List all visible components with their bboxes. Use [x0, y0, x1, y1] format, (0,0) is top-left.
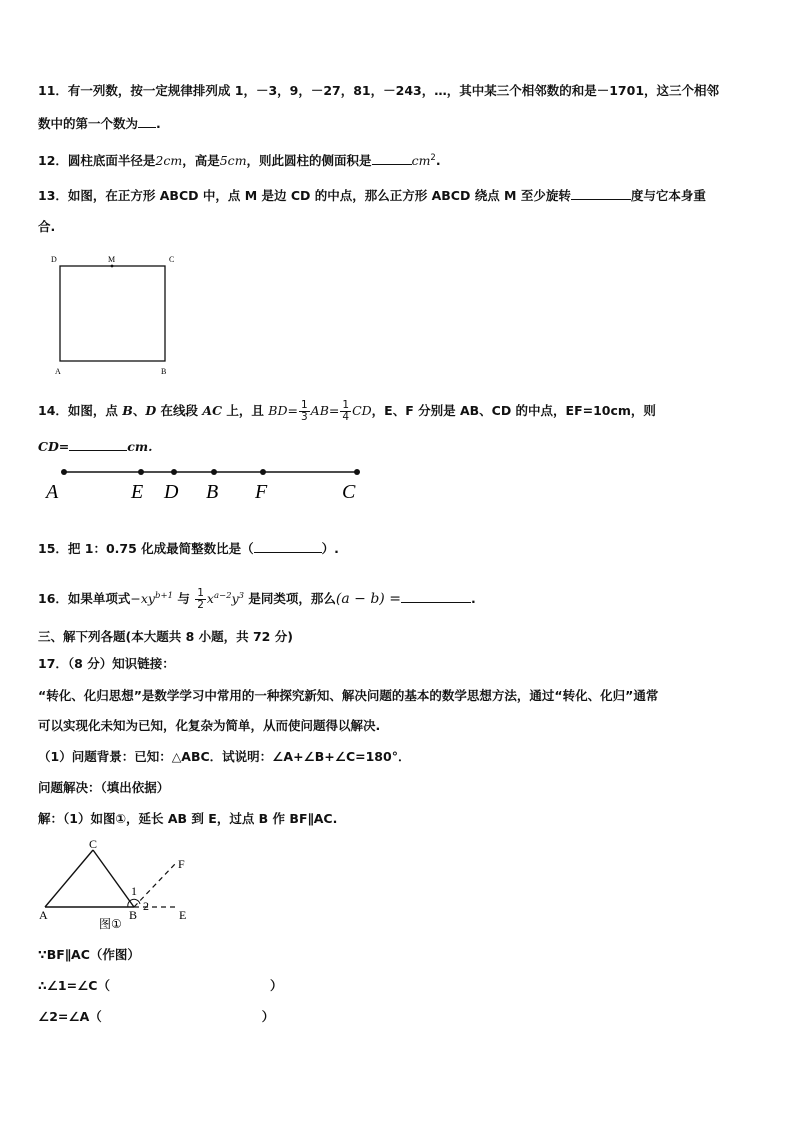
q16-x: x: [206, 591, 214, 607]
label-b: B: [161, 367, 167, 376]
q17-head: 17．（8 分）知识链接：: [38, 656, 175, 671]
q14-mid3: ，: [371, 403, 385, 418]
point-a: [61, 469, 67, 475]
q17-triangle-figure: [35, 838, 205, 936]
q11-answer-blank[interactable]: [138, 114, 156, 128]
q12-unit: cm: [411, 153, 431, 169]
seg-label-a: A: [46, 481, 59, 503]
q16-frac-num: 1: [197, 587, 204, 600]
q14-frac2-num: 1: [342, 399, 350, 411]
point-f: [260, 469, 266, 475]
angle-label-1: 1: [131, 884, 137, 898]
side-ac: [45, 850, 93, 907]
ray-bf: [134, 864, 175, 907]
q15-line: [38, 539, 339, 558]
seg-label-b: B: [206, 481, 219, 503]
q14-fraction-1-4: [340, 400, 351, 423]
q17-p4: 问题解决：（填出依据）: [38, 780, 170, 795]
point-d: [171, 469, 177, 475]
q12-unit-exp: 2: [430, 153, 436, 163]
q14-b: B: [122, 403, 133, 418]
q13-answer-blank[interactable]: [571, 186, 631, 200]
q15-answer-blank[interactable]: [254, 539, 322, 553]
label-c: C: [169, 255, 175, 264]
tri-label-f: F: [178, 857, 185, 871]
q12-radius: 2cm: [155, 153, 183, 169]
q16-mid2: 是同类项，那么: [244, 591, 336, 607]
point-c: [354, 469, 360, 475]
section-3-heading: 三、解下列各题(本大题共 8 小题，共 72 分): [38, 629, 293, 644]
q16-line: [38, 582, 476, 613]
q14-ef-text: E、F 分别是 AB、CD 的中点，EF=10cm，则: [384, 403, 656, 418]
q15-suffix: ）.: [321, 541, 339, 556]
q16-mid1: 与: [172, 591, 195, 607]
seg-label-e: E: [131, 481, 144, 503]
q12-mid1: ，高是: [182, 153, 220, 169]
point-m: [111, 265, 114, 268]
q16-y: y: [231, 591, 239, 607]
q17-s2-suffix: ）: [269, 978, 283, 993]
q14-sep1: 、: [132, 403, 146, 418]
q14-d: D: [145, 403, 157, 418]
q16-fraction-1-2: [195, 588, 206, 611]
q17-p2: 可以实现化未知为已知，化复杂为简单，从而使问题得以解决.: [38, 718, 381, 733]
q14-segment-figure: [40, 460, 380, 508]
q16-prefix: 16．如果单项式: [38, 591, 131, 607]
seg-label-f: F: [255, 481, 268, 503]
q12-line: [38, 149, 441, 170]
q14-prefix: 14．如图，点: [38, 403, 123, 418]
q12-answer-blank[interactable]: [372, 151, 412, 165]
q11-line2: [38, 114, 161, 133]
q17-s1: ∵BF∥AC（作图）: [38, 947, 140, 962]
tri-label-b: B: [129, 908, 138, 922]
q17-p1: “转化、化归思想”是数学学习中常用的一种探究新知、解决问题的基本的数学思想方法，通过“转化、化归”通常: [38, 688, 659, 703]
q11-line2-prefix: 数中的第一个数为: [38, 116, 139, 131]
q16-mono1-exp: b+1: [155, 591, 173, 601]
q14-frac1-den: 3: [300, 411, 308, 423]
q17-p3: （1）问题背景：已知：△ABC．试说明：∠A+∠B+∠C=180°．: [38, 749, 411, 764]
point-e: [138, 469, 144, 475]
q13-line1-prefix: 13．如图，在正方形 ABCD 中，点 M 是边 CD 的中点，那么正方形 ABCD 绕点 M 至少旋转: [38, 188, 571, 203]
q14-mid2: 上，且: [222, 403, 269, 418]
q11-line1: 11．有一列数，按一定规律排列成 1，－3，9，－27，81，－243，…，其中某三个相邻数的和是－1701，这三个相邻: [38, 83, 720, 98]
seg-label-d: D: [164, 481, 179, 503]
q14-eq2: =: [328, 403, 340, 418]
q13-line1-suffix: 度与它本身重: [630, 188, 706, 203]
q17-s3-suffix: ）: [261, 1009, 275, 1024]
q13-square-figure: [45, 250, 185, 380]
q16-frac-den: 2: [197, 599, 204, 612]
q16-x-exp: a−2: [213, 591, 232, 601]
q16-y-exp: 3: [238, 591, 245, 601]
q14-line1: [38, 398, 656, 424]
q14-frac1-num: 1: [300, 399, 308, 411]
label-a: A: [55, 367, 61, 376]
q16-suffix: .: [470, 591, 476, 607]
seg-label-c: C: [342, 481, 356, 503]
q16-mono1: −xy: [130, 591, 155, 607]
q14-line2: [38, 437, 152, 456]
figure-caption: 图①: [99, 917, 122, 931]
square-abcd: [60, 266, 165, 361]
q15-prefix: 15．把 1：0.75 化成最简整数比是（: [38, 541, 254, 556]
side-cb: [93, 850, 134, 907]
q12-mid2: ，则此圆柱的侧面积是: [246, 153, 372, 169]
q14-frac2-den: 4: [342, 411, 350, 423]
q14-answer-blank[interactable]: [69, 437, 127, 451]
tri-label-e: E: [179, 908, 187, 922]
q14-line2-prefix: CD=: [38, 439, 70, 454]
tri-label-a: A: [39, 908, 48, 922]
q12-suffix: .: [435, 153, 441, 169]
q12-height: 5cm: [219, 153, 247, 169]
q14-eq1: =: [287, 403, 298, 418]
label-m: M: [108, 255, 116, 264]
q14-ab: AB: [310, 403, 329, 418]
q17-s2: [38, 977, 282, 995]
q16-expr: (a − b) =: [335, 591, 401, 608]
q11-line2-suffix: .: [156, 116, 161, 131]
q14-ac: AC: [202, 403, 223, 418]
q17-s2-prefix: ∴∠1=∠C（: [38, 978, 110, 993]
q14-mid1: 在线段: [156, 403, 203, 418]
q12-prefix: 12．圆柱底面半径是: [38, 153, 156, 169]
q17-p5: 解：（1）如图①，延长 AB 到 E，过点 B 作 BF∥AC.: [38, 811, 338, 826]
q17-s3: [38, 1008, 274, 1026]
q17-s3-prefix: ∠2=∠A（: [38, 1009, 102, 1024]
q16-answer-blank[interactable]: [401, 589, 471, 603]
label-d: D: [51, 255, 57, 264]
q14-line2-suffix: cm.: [127, 439, 153, 454]
tri-label-c: C: [89, 838, 98, 851]
q13-line1: [38, 186, 706, 205]
q13-line2: 合.: [38, 219, 56, 234]
q14-bd: BD: [268, 403, 288, 418]
point-b: [211, 469, 217, 475]
angle-label-2: 2: [143, 899, 149, 913]
q14-fraction-1-3: [299, 400, 310, 423]
q14-cd: CD: [352, 403, 372, 418]
